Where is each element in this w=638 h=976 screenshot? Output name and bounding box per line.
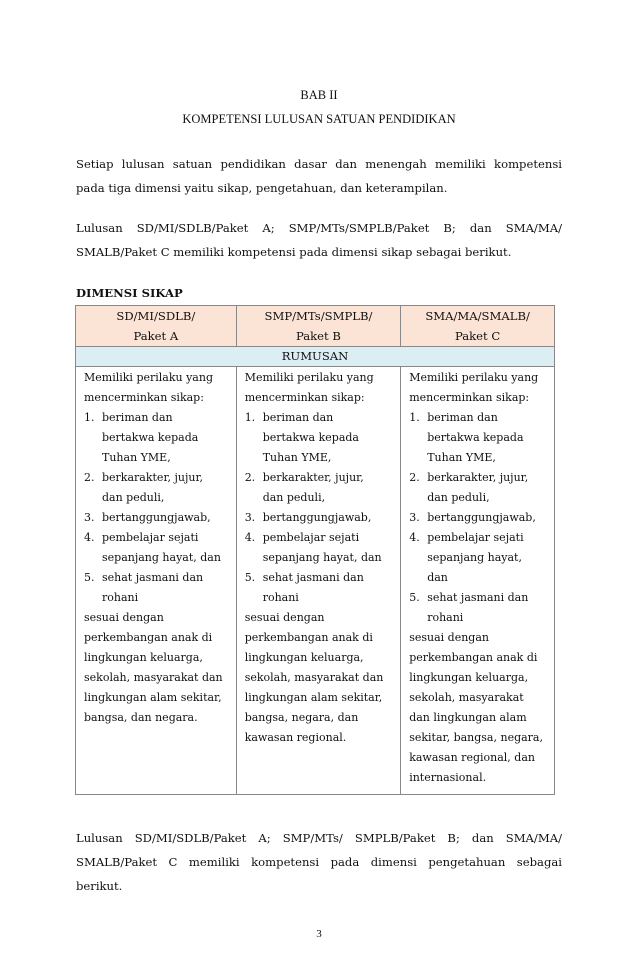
list-item <box>409 528 548 588</box>
header-line: Paket A <box>133 329 179 343</box>
page-number: 3 <box>316 928 322 940</box>
list-item <box>84 568 230 608</box>
paragraph-line: pada tiga dimensi yaitu sikap, pengetahuan, dan keterampilan. <box>76 181 448 195</box>
list-item-text: bertanggungjawab, <box>427 511 536 524</box>
list-item-text: rohani <box>427 611 464 624</box>
attitude-list <box>245 408 395 608</box>
cell-text-line: mencerminkan sikap: <box>244 391 365 404</box>
cell-text-line: kawasan regional. <box>244 731 347 744</box>
cell-text-line: sesuai dengan <box>244 611 325 624</box>
section-title: DIMENSI SIKAP <box>76 286 183 300</box>
list-item-text: pembelajar sejati <box>262 531 360 544</box>
column-cell-smp <box>236 367 401 795</box>
list-item-number: 1. <box>84 411 95 424</box>
pengetahuan-paragraph <box>76 826 562 898</box>
rumusan-label: RUMUSAN <box>76 347 555 367</box>
cell-text-line: Memiliki perilaku yang <box>409 371 539 384</box>
cell-text-line: sekolah, masyarakat dan <box>244 671 384 684</box>
cell-text-line: dan lingkungan alam <box>409 711 527 724</box>
header-cell-smp <box>236 306 401 347</box>
list-item-number: 1. <box>244 411 256 424</box>
cell-text-line: kawasan regional, dan <box>409 751 535 764</box>
list-item-text: Tuhan YME, <box>102 451 171 464</box>
cell-text-line: mencerminkan sikap: <box>84 391 204 404</box>
list-item-text: berkarakter, jujur, <box>262 471 364 484</box>
cell-text-line: sekolah, masyarakat <box>409 691 524 704</box>
list-item-number: 4. <box>244 531 256 544</box>
list-item-number: 3. <box>84 511 95 524</box>
paragraph-line: Lulusan SD/MI/SDLB/Paket A; SMP/MTs/SMPLB/Paket B; dan SMA/MA/ <box>76 221 562 235</box>
list-item-text: berkarakter, jujur, <box>427 471 529 484</box>
list-item <box>245 528 395 568</box>
list-item-text: sepanjang hayat, dan <box>102 551 221 564</box>
list-item <box>409 408 548 468</box>
cell-text-line: perkembangan anak di <box>84 631 213 644</box>
list-item-text: rohani <box>102 591 139 604</box>
cell-text-line: internasional. <box>409 771 487 784</box>
list-item-text: dan peduli, <box>102 491 165 504</box>
paragraph-line: SMALB/Paket C memiliki kompetensi pada dimensi pengetahuan sebagai <box>76 855 562 869</box>
table-header-row <box>76 306 555 347</box>
list-item <box>84 408 230 468</box>
header-line: SMA/MA/SMALB/ <box>425 309 530 323</box>
cell-text-line: lingkungan alam sekitar, <box>244 691 383 704</box>
cell-text-line: bangsa, negara, dan <box>244 711 359 724</box>
list-item-number: 3. <box>409 511 420 524</box>
list-item-number: 3. <box>244 511 256 524</box>
cell-text-line: lingkungan keluarga, <box>84 651 203 664</box>
cell-text-line: sekolah, masyarakat dan <box>84 671 223 684</box>
list-item-text: sehat jasmani dan <box>427 591 529 604</box>
cell-text-line: Memiliki perilaku yang <box>84 371 213 384</box>
cell-text-line: lingkungan alam sekitar, <box>84 691 222 704</box>
list-item-text: sehat jasmani dan <box>102 571 204 584</box>
list-item-text: beriman dan <box>427 411 498 424</box>
list-item-text: bertanggungjawab, <box>102 511 211 524</box>
attitude-list <box>409 408 548 628</box>
list-item <box>409 508 548 528</box>
cell-text-line: mencerminkan sikap: <box>409 391 530 404</box>
cell-text-line: sesuai dengan <box>409 631 489 644</box>
cell-text-line: bangsa, dan negara. <box>84 711 198 724</box>
list-item-number: 4. <box>84 531 95 544</box>
list-item-text: Tuhan YME, <box>427 451 496 464</box>
list-item-text: sepanjang hayat, <box>427 551 522 564</box>
table-row <box>76 367 555 795</box>
header-cell-sd <box>76 306 237 347</box>
paragraph-line: Lulusan SD/MI/SDLB/Paket A; SMP/MTs/ SMPLB/Paket B; dan SMA/MA/ <box>76 831 562 845</box>
paragraph-line: Setiap lulusan satuan pendidikan dasar dan menengah memiliki kompetensi <box>76 157 562 171</box>
header-cell-sma <box>401 306 555 347</box>
list-item-text: beriman dan <box>262 411 334 424</box>
list-item-text: bertakwa kepada <box>102 431 199 444</box>
column-cell-sd <box>76 367 237 795</box>
list-item-text: berkarakter, jujur, <box>102 471 204 484</box>
list-item-text: sehat jasmani dan <box>262 571 364 584</box>
cell-text-line: lingkungan keluarga, <box>409 671 529 684</box>
list-item-text: pembelajar sejati <box>427 531 524 544</box>
list-item-text: dan <box>427 571 448 584</box>
cell-text-line: sekitar, bangsa, negara, <box>409 731 543 744</box>
list-item-number: 5. <box>84 571 95 584</box>
list-item-text: bertanggungjawab, <box>262 511 372 524</box>
list-item <box>84 508 230 528</box>
cell-text-line: Memiliki perilaku yang <box>244 371 374 384</box>
list-item <box>245 568 395 608</box>
list-item-text: bertakwa kepada <box>262 431 359 444</box>
list-item-text: dan peduli, <box>262 491 326 504</box>
list-item <box>409 468 548 508</box>
cell-text-line: lingkungan keluarga, <box>244 651 364 664</box>
list-item <box>84 528 230 568</box>
sikap-paragraph <box>76 216 562 264</box>
list-item-number: 4. <box>409 531 420 544</box>
competency-table <box>75 305 555 795</box>
list-item-text: dan peduli, <box>427 491 490 504</box>
list-item-number: 1. <box>409 411 420 424</box>
list-item <box>245 468 395 508</box>
list-item-number: 5. <box>244 571 256 584</box>
attitude-list <box>84 408 230 608</box>
list-item-text: Tuhan YME, <box>262 451 332 464</box>
list-item <box>245 408 395 468</box>
list-item-text: pembelajar sejati <box>102 531 199 544</box>
header-line: SD/MI/SDLB/ <box>116 309 196 323</box>
header-line: SMP/MTs/SMPLB/ <box>264 309 373 323</box>
paragraph-line: berikut. <box>76 879 123 893</box>
list-item <box>84 468 230 508</box>
cell-text-line: perkembangan anak di <box>244 631 373 644</box>
list-item-number: 5. <box>409 591 420 604</box>
list-item-number: 2. <box>409 471 420 484</box>
cell-text-line: sesuai dengan <box>84 611 164 624</box>
list-item-number: 2. <box>84 471 95 484</box>
column-cell-sma <box>401 367 555 795</box>
list-item <box>409 588 548 628</box>
cell-text-line: perkembangan anak di <box>409 651 538 664</box>
list-item-text: rohani <box>262 591 299 604</box>
header-line: Paket C <box>454 329 501 343</box>
chapter-title: KOMPETENSI LULUSAN SATUAN PENDIDIKAN <box>182 112 456 126</box>
list-item <box>245 508 395 528</box>
header-line: Paket B <box>295 329 341 343</box>
intro-paragraph <box>76 152 562 200</box>
list-item-text: sepanjang hayat, dan <box>262 551 382 564</box>
rumusan-row <box>76 347 555 367</box>
chapter-label: BAB II <box>300 88 338 102</box>
paragraph-line: SMALB/Paket C memiliki kompetensi pada dimensi sikap sebagai berikut. <box>76 245 512 259</box>
list-item-text: beriman dan <box>102 411 173 424</box>
list-item-text: bertakwa kepada <box>427 431 524 444</box>
list-item-number: 2. <box>244 471 256 484</box>
